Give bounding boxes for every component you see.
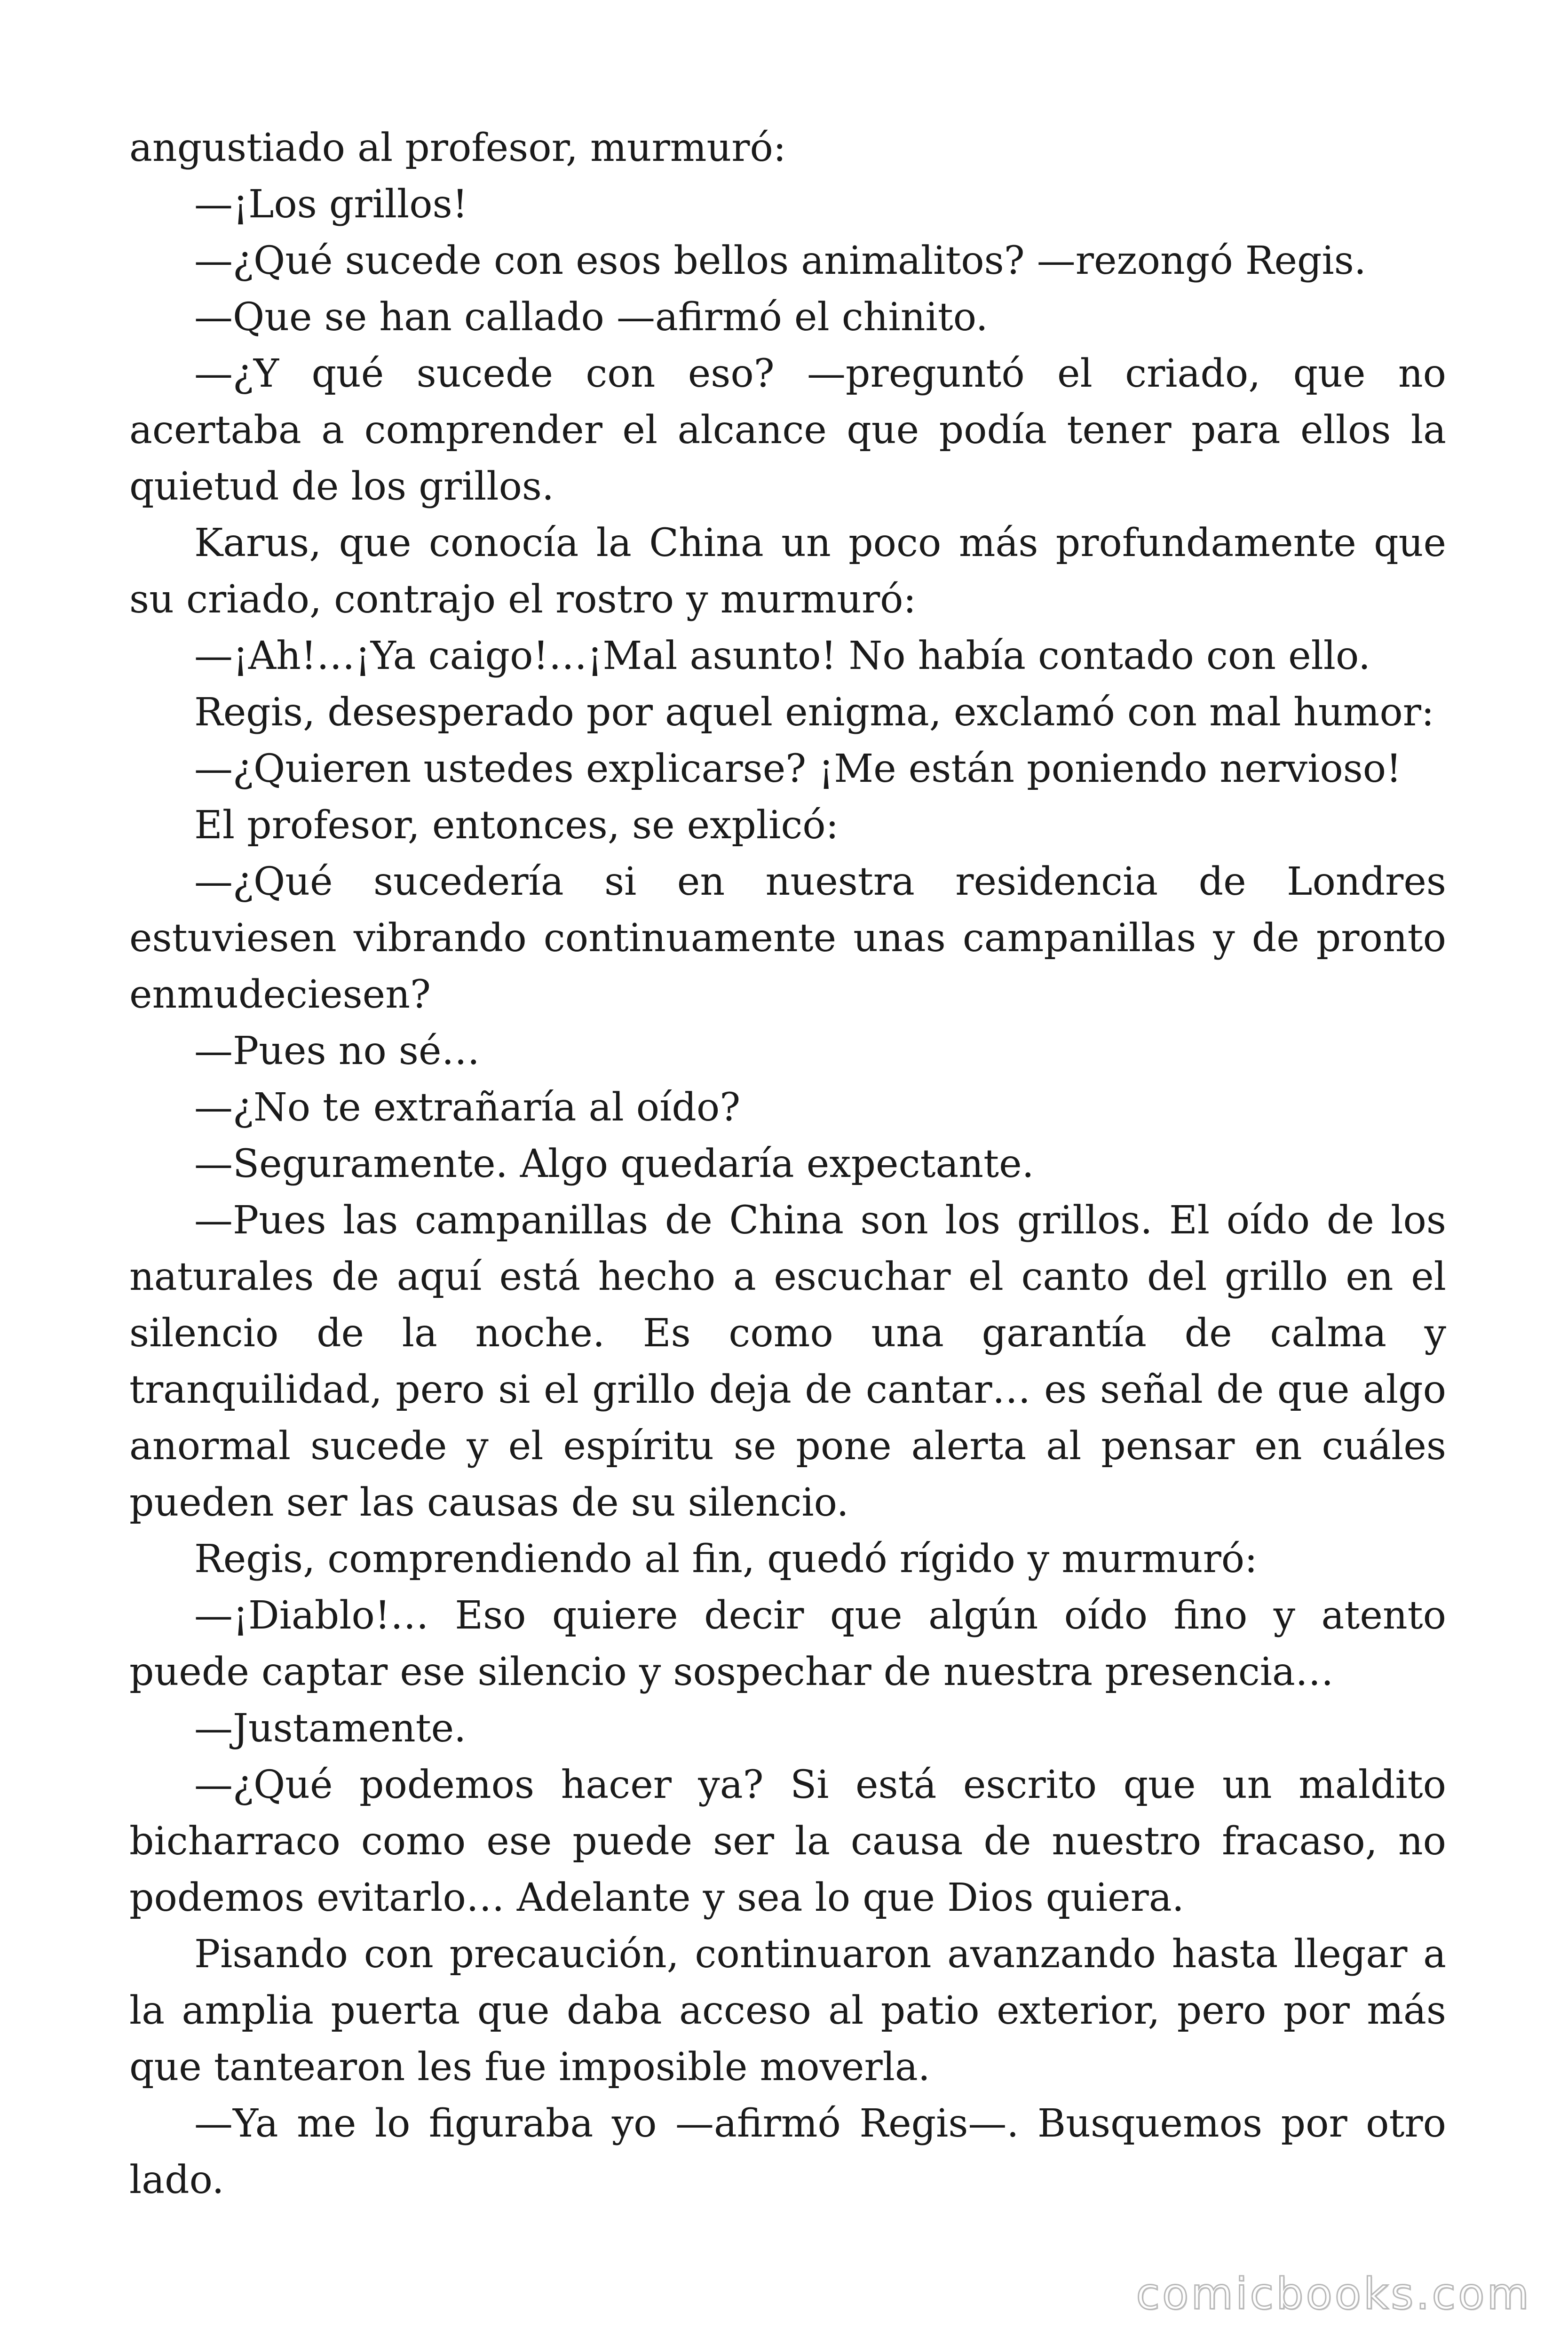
paragraph: —Que se han callado —afirmó el chinito. <box>194 295 988 340</box>
paragraph: —¿Qué podemos hacer ya? Si está escrito que un maldito bicharraco como ese puede ser la causa de nuestro fracaso, no podemos evitarlo… Adelante y sea lo que Dios quiera. <box>129 1763 1446 1920</box>
paragraph: —Justamente. <box>194 1706 467 1751</box>
paragraph: —Ya me lo figuraba yo —afirmó Regis—. Busquemos por otro lado. <box>129 2101 1446 2202</box>
paragraph: —¿Y qué sucede con eso? —preguntó el criado, que no acertaba a comprender el alcance que podía tener para ellos la quietud de los grillos. <box>129 351 1446 509</box>
paragraph: —¡Ah!…¡Ya caigo!…¡Mal asunto! No había contado con ello. <box>194 634 1371 678</box>
paragraph: Karus, que conocía la China un poco más profundamente que su criado, contrajo el rostro y murmuró: <box>129 521 1446 622</box>
paragraph: —Pues no sé… <box>194 1029 480 1073</box>
paragraph-continuation: angustiado al profesor, murmuró: <box>129 126 786 170</box>
book-page-text <box>129 120 1446 2209</box>
paragraph: Pisando con precaución, continuaron avanzando hasta llegar a la amplia puerta que daba acceso al patio exterior, pero por más que tantearon les fue imposible moverla. <box>129 1932 1446 2090</box>
site-watermark: comicbooks.com <box>1136 2269 1531 2319</box>
paragraph: —Seguramente. Algo quedaría expectante. <box>194 1142 1034 1186</box>
paragraph: —¿No te extrañaría al oído? <box>194 1085 741 1130</box>
paragraph: El profesor, entonces, se explicó: <box>194 803 839 848</box>
paragraph: Regis, desesperado por aquel enigma, exclamó con mal humor: <box>194 690 1434 735</box>
paragraph: —¿Qué sucedería si en nuestra residencia de Londres estuviesen vibrando continuamente unas campanillas y de pronto enmudeciesen? <box>129 859 1446 1017</box>
paragraph: —Pues las campanillas de China son los grillos. El oído de los naturales de aquí está hecho a escuchar el canto del grillo en el silencio de la noche. Es como una garantía de calma y tranquilidad, pero si el grillo deja de cantar… es señal de que algo anormal sucede y el espíritu se pone alerta al pensar en cuáles pueden ser las causas de su silencio. <box>129 1198 1446 1525</box>
paragraph: Regis, comprendiendo al fin, quedó rígido y murmuró: <box>194 1537 1258 1581</box>
paragraph: —¿Quieren ustedes explicarse? ¡Me están poniendo nervioso! <box>194 747 1402 791</box>
paragraph: —¿Qué sucede con esos bellos animalitos? —rezongó Regis. <box>194 238 1366 283</box>
paragraph: —¡Los grillos! <box>194 182 468 227</box>
paragraph: —¡Diablo!… Eso quiere decir que algún oído fino y atento puede captar ese silencio y sospechar de nuestra presencia… <box>129 1593 1446 1694</box>
